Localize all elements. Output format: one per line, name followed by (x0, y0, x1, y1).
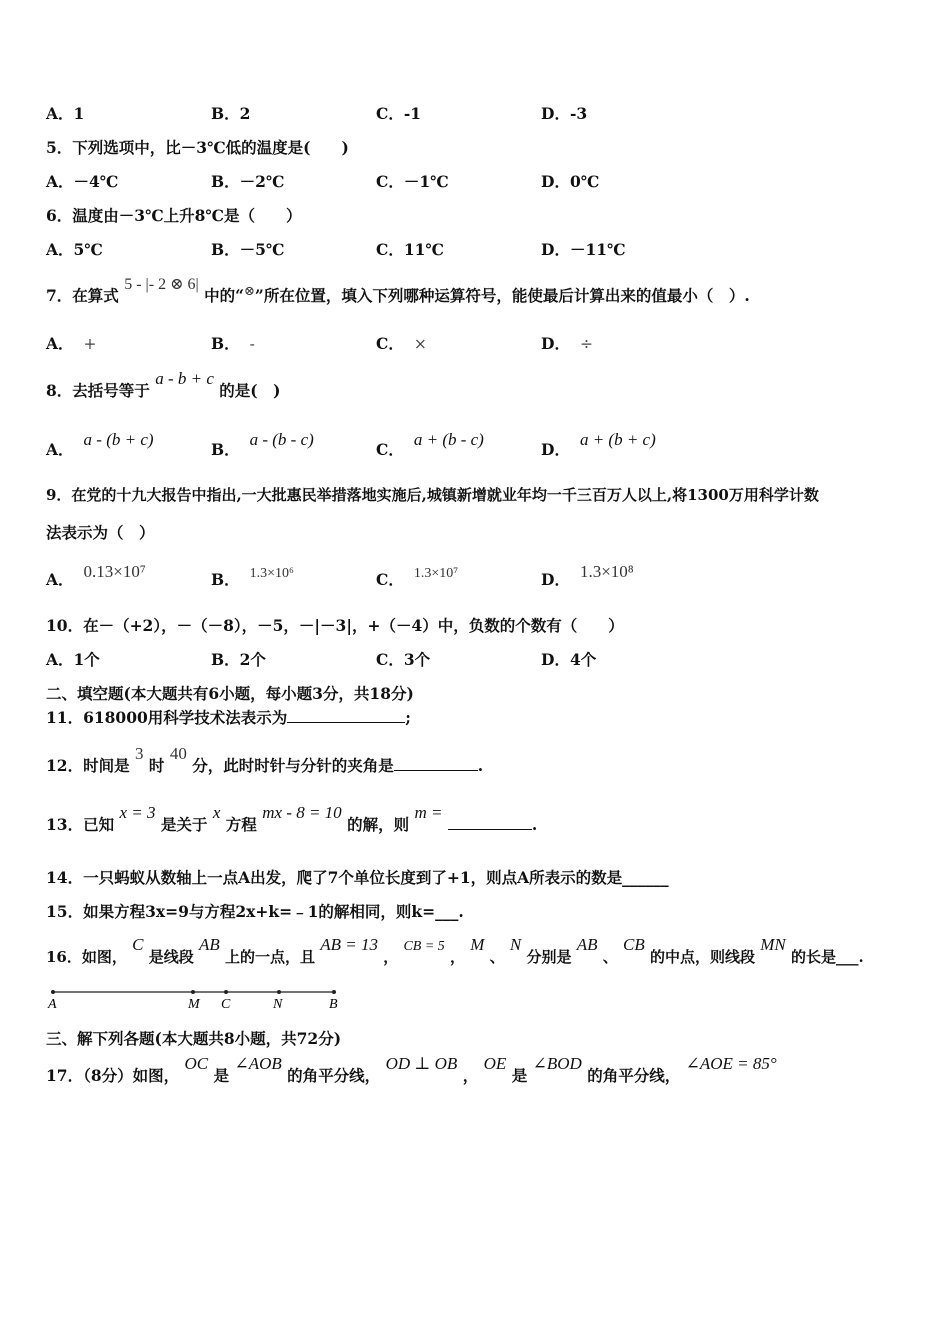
q10-option-c: C．3个 (376, 650, 431, 669)
q7-symbol: ⊗ (244, 283, 255, 298)
q8-option-d-value: a + (b + c) (579, 430, 656, 449)
q8-option-a-value: a - (b + c) (83, 430, 154, 449)
q9-option-a (46, 562, 146, 590)
q9-option-d-label: D． (541, 570, 570, 589)
q7-option-d-label: D． (541, 334, 570, 353)
q16-point-m: M (470, 935, 485, 954)
q7-text (46, 276, 750, 306)
q4-option-a: A．1 (46, 104, 85, 123)
q16-eq-cb: CB = 5 (403, 939, 445, 954)
q13-var: x (212, 803, 221, 822)
q12-hour: 3 (134, 744, 144, 763)
q17-c: 的角平分线， (287, 1066, 381, 1085)
q16-f: 的长是___. (790, 948, 864, 966)
point-m-dot (191, 990, 195, 994)
q6-option-d: D．－11℃ (541, 240, 626, 259)
q8-options (46, 430, 746, 460)
point-n-dot (277, 990, 281, 994)
q7-options (46, 332, 746, 354)
q13-eq3: m = (414, 803, 443, 822)
label-n: N (273, 997, 283, 1012)
q6-text: 6．温度由－3℃上升8℃是（ ） (46, 206, 302, 225)
q8-expression: a - b + c (155, 369, 214, 388)
q9-options (46, 562, 746, 590)
q16-segment-figure (46, 982, 346, 1012)
q7-mid: 中的“ (204, 286, 244, 305)
q5-option-c: C．－1℃ (376, 172, 449, 191)
label-b: B (329, 997, 338, 1012)
q9-option-b (211, 568, 294, 590)
q10-option-a: A．1个 (46, 650, 100, 669)
q7-option-a (46, 332, 97, 354)
q5-option-d: D．0℃ (541, 172, 600, 191)
q13-c: 方程 (225, 815, 257, 834)
q7-option-b (211, 332, 255, 354)
q4-option-b: B．2 (211, 104, 251, 123)
q6-option-b: B．－5℃ (211, 240, 285, 259)
q16-dun-2: 、 (602, 948, 618, 966)
q8-option-d-label: D． (541, 440, 570, 459)
q7-expression: 5 - |- 2 ⊗ 6| (124, 276, 199, 293)
q9-option-a-label: A． (46, 570, 74, 589)
q17-oe: OE (483, 1054, 507, 1073)
q16-segment-cb: CB (623, 935, 645, 954)
q13-text (46, 803, 538, 835)
q13-end: . (531, 815, 538, 834)
q8-option-c-label: C． (376, 440, 404, 459)
q7-option-a-label: A． (46, 334, 74, 353)
q17-angle-bod: ∠BOD (532, 1054, 582, 1073)
q7-option-c (376, 332, 427, 354)
q13-d: 的解，则 (347, 815, 410, 834)
q12-b: 时 (148, 756, 165, 775)
q9-option-b-value: 1.3×10⁶ (249, 566, 294, 581)
q17-angle-aob: ∠AOB (234, 1054, 282, 1073)
q16-text (46, 935, 864, 967)
q16-d: 分别是 (526, 948, 572, 966)
q7-post: ”所在位置，填入下列哪种运算符号，能使最后计算出来的值最小（ ）. (254, 286, 750, 305)
q5-option-a: A．－4℃ (46, 172, 119, 191)
q7-option-c-label: C． (376, 334, 404, 353)
q16-c: 上的一点，且 (224, 948, 315, 966)
q14-text: 14．一只蚂蚁从数轴上一点A出发，爬了7个单位长度到了+1，则点A所表示的数是______ (46, 868, 669, 887)
q9-line2: 法表示为（ ） (46, 523, 155, 542)
q5-options (46, 170, 746, 192)
q16-segment-ab: AB (198, 935, 220, 954)
q4-option-d: D．-3 (541, 104, 588, 123)
q8-option-c (376, 430, 484, 460)
q8-option-b-label: B． (211, 440, 240, 459)
q7-option-b-label: B． (211, 334, 240, 353)
q16-e: 的中点，则线段 (649, 948, 755, 966)
q11-prompt: 11．618000用科学技术法表示为 (46, 708, 288, 727)
q17-a: 17．（8分）如图， (46, 1066, 180, 1085)
q13-answer-blank (448, 815, 532, 830)
q13-eq2: mx - 8 = 10 (262, 803, 342, 822)
q16-eq-ab: AB = 13 (320, 935, 378, 954)
section-3-heading: 三、解下列各题(本大题共8小题，共72分) (46, 1029, 342, 1048)
q16-a: 16．如图， (46, 948, 127, 966)
q4-options (46, 102, 746, 124)
q17-text (46, 1054, 777, 1086)
q12-text (46, 744, 484, 776)
q10-option-d: D．4个 (541, 650, 597, 669)
q9-option-c-label: C． (376, 570, 404, 589)
q13-b: 是关于 (160, 815, 208, 834)
q7-option-d-value: ÷ (579, 335, 593, 353)
q16-dun: 、 (489, 948, 505, 966)
point-b-dot (332, 990, 336, 994)
q6-option-c: C．11℃ (376, 240, 444, 259)
q8-pre: 8．去括号等于 (46, 381, 150, 400)
q17-b: 是 (213, 1066, 230, 1085)
point-a-dot (51, 990, 55, 994)
q17-oc: OC (184, 1054, 209, 1073)
q12-c: 分，此时时针与分针的夹角是 (192, 756, 394, 775)
q12-minute: 40 (169, 744, 187, 763)
q16-b: 是线段 (148, 948, 194, 966)
q12-answer-blank (394, 756, 478, 771)
q15-text: 15．如果方程3x=9与方程2x+k=﹣1的解相同，则k=___. (46, 902, 464, 921)
q16-comma: ， (383, 948, 399, 966)
label-m: M (188, 997, 200, 1012)
label-a: A (48, 997, 57, 1012)
q5-text: 5．下列选项中，比－3℃低的温度是( ) (46, 138, 349, 157)
point-c-dot (224, 990, 228, 994)
q8-option-d (541, 430, 656, 460)
q9-option-b-label: B． (211, 570, 240, 589)
q17-angle-aoe: ∠AOE = 85° (685, 1054, 777, 1073)
q12-a: 12．时间是 (46, 756, 130, 775)
q16-point-n: N (509, 935, 522, 954)
q7-option-d (541, 332, 593, 354)
label-c: C (221, 997, 231, 1012)
q12-end: . (477, 756, 484, 775)
q17-od-perp-ob: OD ⊥ OB (385, 1054, 458, 1073)
q16-comma-2: ， (450, 948, 466, 966)
q11-text (46, 706, 411, 728)
q13-a: 13．已知 (46, 815, 115, 834)
q7-option-c-value: × (413, 335, 427, 353)
q13-eq1: x = 3 (119, 803, 156, 822)
q8-text (46, 369, 281, 401)
q9-option-d (541, 562, 634, 590)
q9-option-d-value: 1.3×10⁸ (579, 562, 634, 581)
section-2-heading: 二、填空题(本大题共有6小题，每小题3分，共18分) (46, 684, 414, 703)
q16-segment-mn: MN (760, 935, 786, 954)
q17-e: 的角平分线， (587, 1066, 681, 1085)
q8-option-b (211, 430, 314, 460)
q6-options (46, 238, 746, 260)
q11-answer-blank (287, 708, 405, 723)
q9-option-c (376, 568, 458, 590)
q4-option-c: C．-1 (376, 104, 422, 123)
q10-options (46, 648, 746, 670)
q5-option-b: B．－2℃ (211, 172, 285, 191)
q10-option-b: B．2个 (211, 650, 266, 669)
q17-d: 是 (511, 1066, 528, 1085)
q8-post: 的是( ) (219, 381, 281, 400)
q9-option-c-value: 1.3×10⁷ (413, 566, 459, 581)
q9-line1: 9．在党的十九大报告中指出,一大批惠民举措落地实施后,城镇新增就业年均一千三百万人以上,将1300万用科学计数 (46, 486, 819, 504)
q7-option-b-value: - (249, 335, 255, 353)
q11-end: ; (405, 708, 412, 727)
q7-option-a-value: + (83, 335, 97, 353)
q10-text: 10．在－（+2），－（－8），－5，－|－3|，+（－4）中，负数的个数有（ ） (46, 616, 624, 635)
q8-option-c-value: a + (b - c) (413, 430, 484, 449)
q17-comma: ， (462, 1066, 479, 1085)
q16-segment-ab-2: AB (576, 935, 598, 954)
q8-option-b-value: a - (b - c) (249, 430, 314, 449)
q8-option-a-label: A． (46, 440, 74, 459)
q16-point-c: C (132, 935, 144, 954)
q7-pre: 7．在算式 (46, 286, 119, 305)
q9-option-a-value: 0.13×10⁷ (83, 562, 146, 581)
q8-option-a (46, 430, 154, 460)
q6-option-a: A．5℃ (46, 240, 103, 259)
